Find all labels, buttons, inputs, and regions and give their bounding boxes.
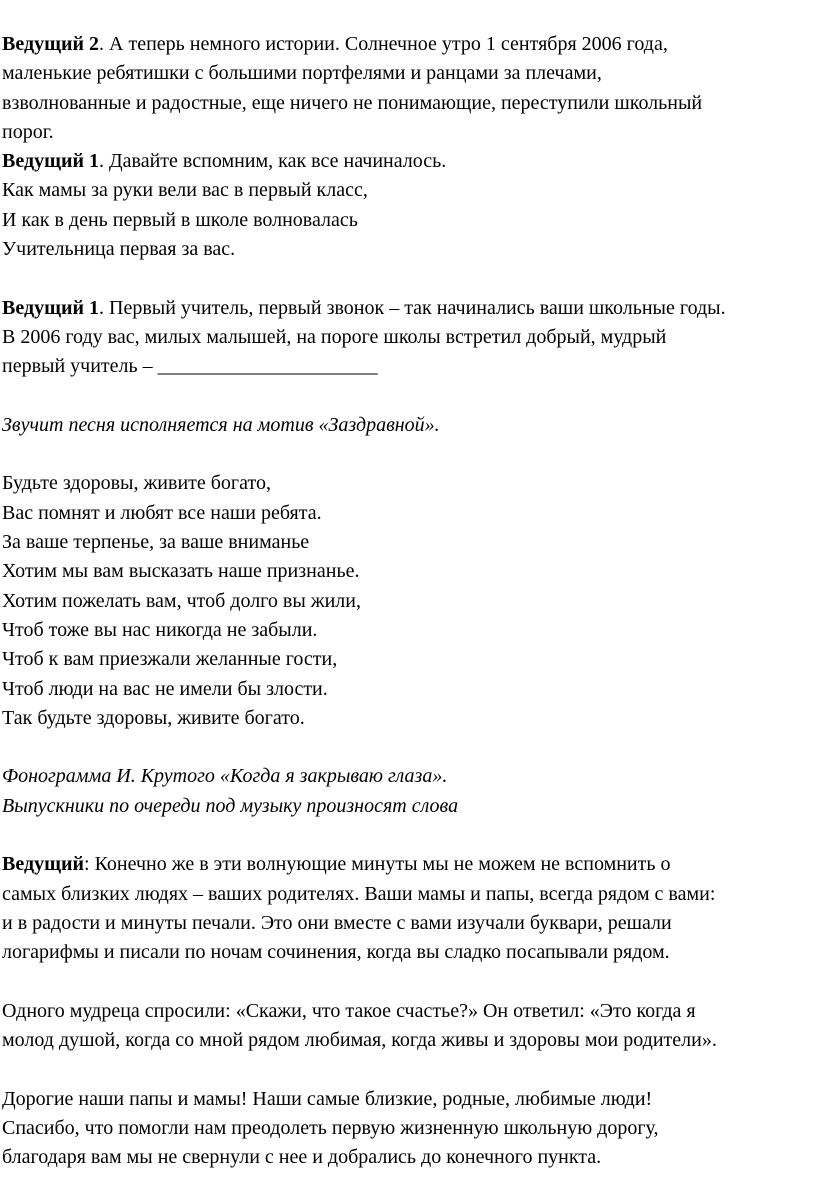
song-line: Хотим пожелать вам, чтоб долго вы жили, [2,589,361,612]
document-page [2,30,814,1173]
paragraph-line: В 2006 году вас, милых малышей, на пороге школы встретил добрый, мудрый [2,325,667,348]
paragraph-line: первый учитель – ______________________ [2,355,378,378]
song-line: Чтоб люди на вас не имели бы злости. [2,677,328,700]
blank-line [2,382,814,411]
paragraph-line [2,147,814,176]
song-line: Хотим мы вам высказать наше признанье. [2,560,360,583]
paragraph-line: порог. [2,120,54,143]
paragraph-line: и в радости и минуты печали. Это они вместе с вами изучали буквари, решали [2,911,672,934]
paragraph-line [2,294,814,323]
blank-line [2,1055,814,1084]
song-line: За ваше терпенье, за ваше вниманье [2,531,310,554]
paragraph-line: молод душой, когда со мной рядом любимая, когда живы и здоровы мои родители». [2,1029,717,1052]
paragraph-line: Спасибо, что помогли нам преодолеть первую жизненную школьную дорогу, [2,1116,659,1139]
paragraph-text: . А теперь немного истории. Солнечное утро 1 сентября 2006 года, [99,33,668,55]
paragraph-text: . Давайте вспомним, как все начиналось. [99,150,447,173]
blank-line [2,440,814,469]
song-line: Вас помнят и любят все наши ребята. [2,501,322,524]
blank-line [2,968,814,997]
speaker-label: Ведущий [2,853,85,876]
speaker-label: Ведущий 1 [2,296,100,319]
song-line: Так будьте здоровы, живите богато. [2,706,305,729]
verse-line: И как в день первый в школе волновалась [2,208,358,231]
paragraph-line: логарифмы и писали по ночам сочинения, когда вы сладко посапывали рядом. [2,941,670,964]
paragraph-line: взволнованные и радостные, еще ничего не понимающие, переступили школьный [2,91,703,114]
paragraph-line: благодаря вам мы не свернули с нее и добрались до конечного пункта. [2,1146,602,1169]
paragraph-line: маленькие ребятишки с большими портфелями и ранцами за плечами, [2,62,602,85]
song-line: Чтоб к вам приезжали желанные гости, [2,648,338,671]
song-line: Чтоб тоже вы нас никогда не забыли. [2,618,318,641]
paragraph-line: Дорогие наши папы и мамы! Наши самые близкие, родные, любимые люди! [2,1087,653,1110]
paragraph-line: Одного мудреца спросили: «Скажи, что такое счастье?» Он ответил: «Это когда я [2,999,696,1022]
stage-direction: Фонограмма И. Крутого «Когда я закрываю глаза». [2,765,448,788]
blank-line [2,264,814,293]
paragraph-line [2,30,814,59]
paragraph-line: самых близких людях – ваших родителях. Ваши мамы и папы, всегда рядом с вами: [2,882,716,905]
verse-line: Учительница первая за вас. [2,238,236,261]
paragraph-text: . Первый учитель, первый звонок – так начинались ваши школьные годы. [99,296,726,319]
speaker-label: Ведущий 1 [2,150,100,173]
speaker-label: Ведущий 2 [2,33,100,55]
stage-direction: Выпускники по очереди под музыку произносят слова [2,794,459,817]
song-line: Будьте здоровы, живите богато, [2,472,271,495]
paragraph-text: : Конечно же в эти волнующие минуты мы не можем не вспомнить о [84,853,671,876]
verse-line: Как мамы за руки вели вас в первый класс, [2,179,368,202]
stage-direction: Звучит песня исполняется на мотив «Заздравной». [2,413,440,436]
blank-line [2,821,814,850]
paragraph-line [2,850,814,879]
blank-line [2,733,814,762]
